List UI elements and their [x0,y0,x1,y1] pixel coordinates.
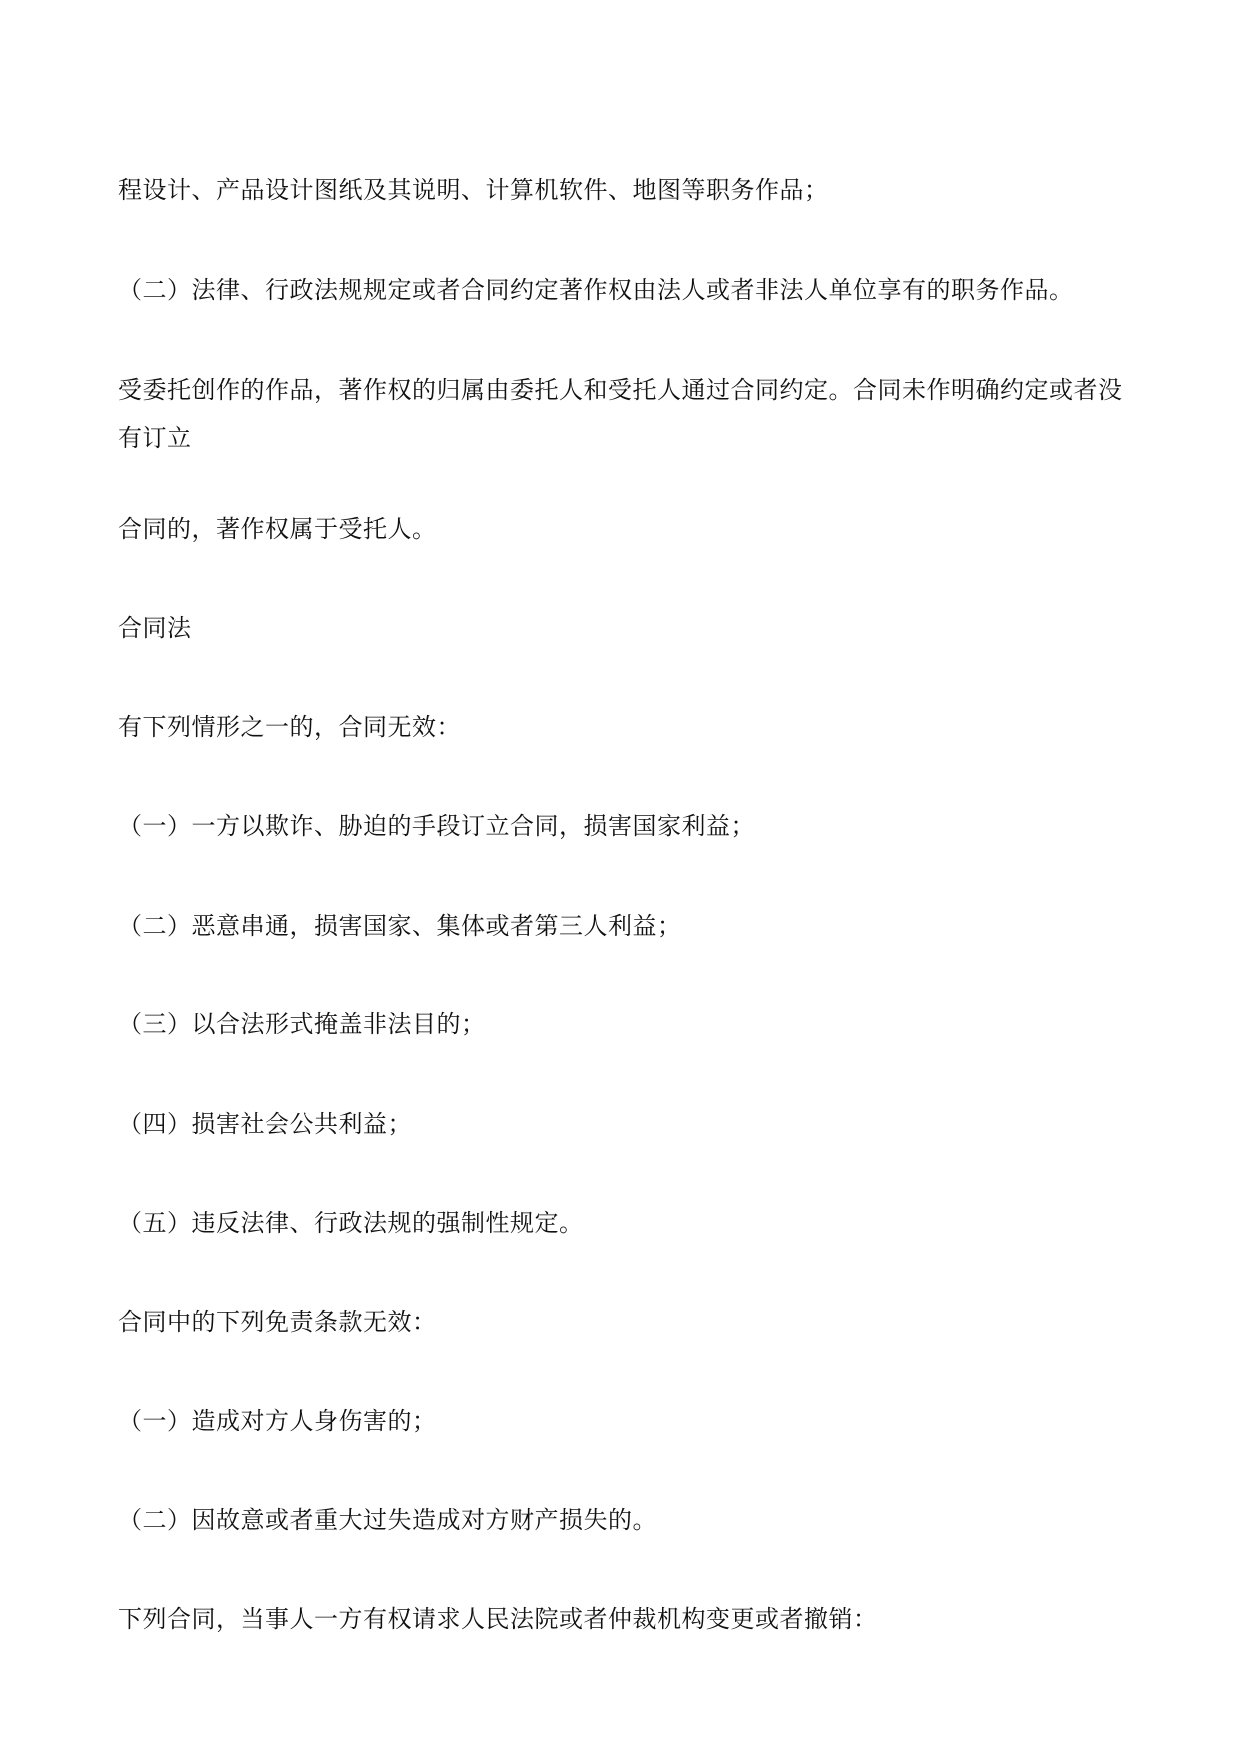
paragraph-item-2-legal-entity-works: （二）法律、行政法规规定或者合同约定著作权由法人或者非法人单位享有的职务作品。 [118,276,1074,304]
paragraph-continuation-work-types: 程设计、产品设计图纸及其说明、计算机软件、地图等职务作品； [118,176,829,204]
list-item-exemption-1: （一）造成对方人身伤害的； [118,1407,437,1435]
paragraph-revocable-contracts-intro: 下列合同，当事人一方有权请求人民法院或者仲裁机构变更或者撤销： [118,1605,878,1633]
paragraph-commissioned-works-end: 合同的，著作权属于受托人。 [118,515,437,543]
paragraph-invalid-contracts-intro: 有下列情形之一的，合同无效： [118,713,461,741]
list-item-invalid-4: （四）损害社会公共利益； [118,1110,412,1138]
list-item-invalid-2: （二）恶意串通，损害国家、集体或者第三人利益； [118,912,682,940]
list-item-exemption-2: （二）因故意或者重大过失造成对方财产损失的。 [118,1506,657,1534]
list-item-invalid-3: （三）以合法形式掩盖非法目的； [118,1010,486,1038]
list-item-invalid-1: （一）一方以欺诈、胁迫的手段订立合同，损害国家利益； [118,812,755,840]
paragraph-exemption-clauses-intro: 合同中的下列免责条款无效： [118,1308,437,1336]
paragraph-commissioned-works: 受委托创作的作品，著作权的归属由委托人和受托人通过合同约定。合同未作明确约定或者没有订立 [118,376,1123,452]
section-heading-contract-law: 合同法 [118,614,192,642]
list-item-invalid-5: （五）违反法律、行政法规的强制性规定。 [118,1209,584,1237]
